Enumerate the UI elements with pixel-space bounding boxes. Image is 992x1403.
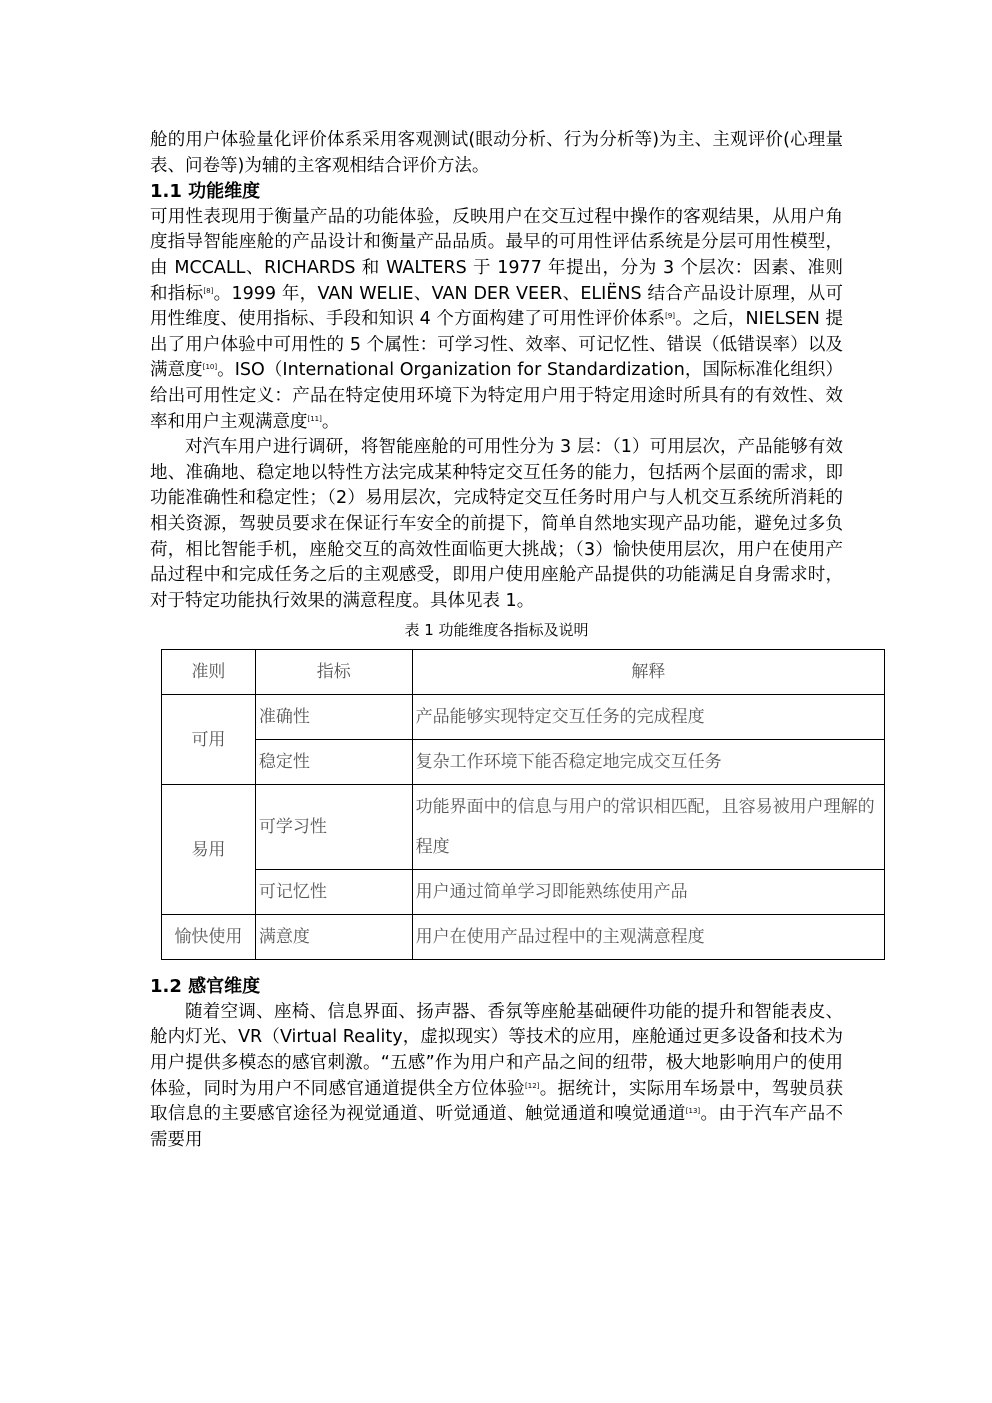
citation-12: [12] — [525, 1081, 540, 1090]
table-header-row — [162, 650, 885, 695]
indicator-cell: 可学习性 — [255, 785, 412, 870]
explanation-cell: 复杂工作环境下能否稳定地完成交互任务 — [412, 740, 884, 785]
explanation-cell: 用户在使用产品过程中的主观满意程度 — [412, 915, 884, 960]
citation-8: [8] — [203, 286, 214, 295]
explanation-cell: 功能界面中的信息与用户的常识相匹配，且容易被用户理解的程度 — [412, 785, 884, 870]
table-row — [162, 870, 885, 915]
indicator-cell: 稳定性 — [255, 740, 412, 785]
intro-paragraph: 舱的用户体验量化评价体系采用客观测试(眼动分析、行为分析等)为主、主观评价(心理量表、问卷等)为辅的主客观相结合评价方法。 — [150, 130, 843, 176]
indicator-cell: 满意度 — [255, 915, 412, 960]
section-heading-1-2: 1.2 感官维度 — [150, 976, 261, 998]
citation-10: [10] — [202, 363, 218, 372]
citation-11: [11] — [307, 414, 322, 423]
header-indicator: 指标 — [255, 650, 412, 695]
section-heading-1-1: 1.1 功能维度 — [150, 181, 261, 203]
citation-13: [13] — [685, 1107, 701, 1116]
header-explanation: 解释 — [412, 650, 884, 695]
paragraph-usability-history: 可用性表现用于衡量产品的功能体验，反映用户在交互过程中操作的客观结果，从用户角度指导智能座舱的产品设计和衡量产品品质。最早的可用性评估系统是分层可用性模型，由 MCCALL、RICHARDS 和 WALTERS 于 1977 年提出，分为 3 个层次：因素、准则和指标[8]。1999 年，VAN WELIE、VAN DER VEER、ELIËNS 结合产品设计原理，从可用性维度、使用指标、手段和知识 4 个方面构建了可用性评价体系[9]。之后，NIELSEN 提出了用户体验中可用性的 5 个属性：可学习性、效率、可记忆性、错误（低错误率）以及满意度[10]。ISO（International Organization for Standardization，国际标准化组织）给出可用性定义：产品在特定使用环境下为特定用户用于特定用途时所具有的有效性、效率和用户主观满意度[11]。 — [150, 206, 844, 432]
table-row — [162, 740, 885, 785]
paragraph-usability-levels: 对汽车用户进行调研，将智能座舱的可用性分为 3 层：（1）可用层次，产品能够有效地、准确地、稳定地以特性方法完成某种特定交互任务的能力，包括两个层面的需求，即功能准确性和稳定性；（2）易用层次，完成特定交互任务时用户与人机交互系统所消耗的相关资源，驾驶员要求在保证行车安全的前提下，简单自然地实现产品功能，避免过多负荷，相比智能手机，座舱交互的高效性面临更大挑战；（3）愉快使用层次，用户在使用产品过程中和完成任务之后的主观感受，即用户使用座舱产品提供的功能满足自身需求时，对于特定功能执行效果的满意程度。具体见表 1。 — [150, 437, 843, 611]
table-row — [162, 695, 885, 740]
citation-9: [9] — [665, 312, 676, 321]
document-page — [150, 128, 875, 1153]
criterion-cell: 愉快使用 — [162, 915, 256, 960]
criterion-cell: 易用 — [162, 785, 256, 915]
table-row — [162, 915, 885, 960]
table-row — [162, 785, 885, 870]
table-caption: 表 1 功能维度各指标及说明 — [404, 621, 589, 640]
paragraph-sensory-dimension: 随着空调、座椅、信息界面、扬声器、香氛等座舱基础硬件功能的提升和智能表皮、舱内灯光、VR（Virtual Reality，虚拟现实）等技术的应用，座舱通过更多设备和技术为用户提供多模态的感官刺激。“五感”作为用户和产品之间的纽带，极大地影响用户的使用体验，同时为用户不同感官通道提供全方位体验[12]。据统计，实际用车场景中，驾驶员获取信息的主要感官途径为视觉通道、听觉通道、触觉通道和嗅觉通道[13]。由于汽车产品不需要用 — [150, 1001, 844, 1150]
function-dimension-table — [161, 649, 885, 960]
criterion-cell: 可用 — [162, 695, 256, 785]
explanation-cell: 用户通过简单学习即能熟练使用产品 — [412, 870, 884, 915]
indicator-cell: 可记忆性 — [255, 870, 412, 915]
indicator-cell: 准确性 — [255, 695, 412, 740]
header-criterion: 准则 — [162, 650, 256, 695]
explanation-cell: 产品能够实现特定交互任务的完成程度 — [412, 695, 884, 740]
